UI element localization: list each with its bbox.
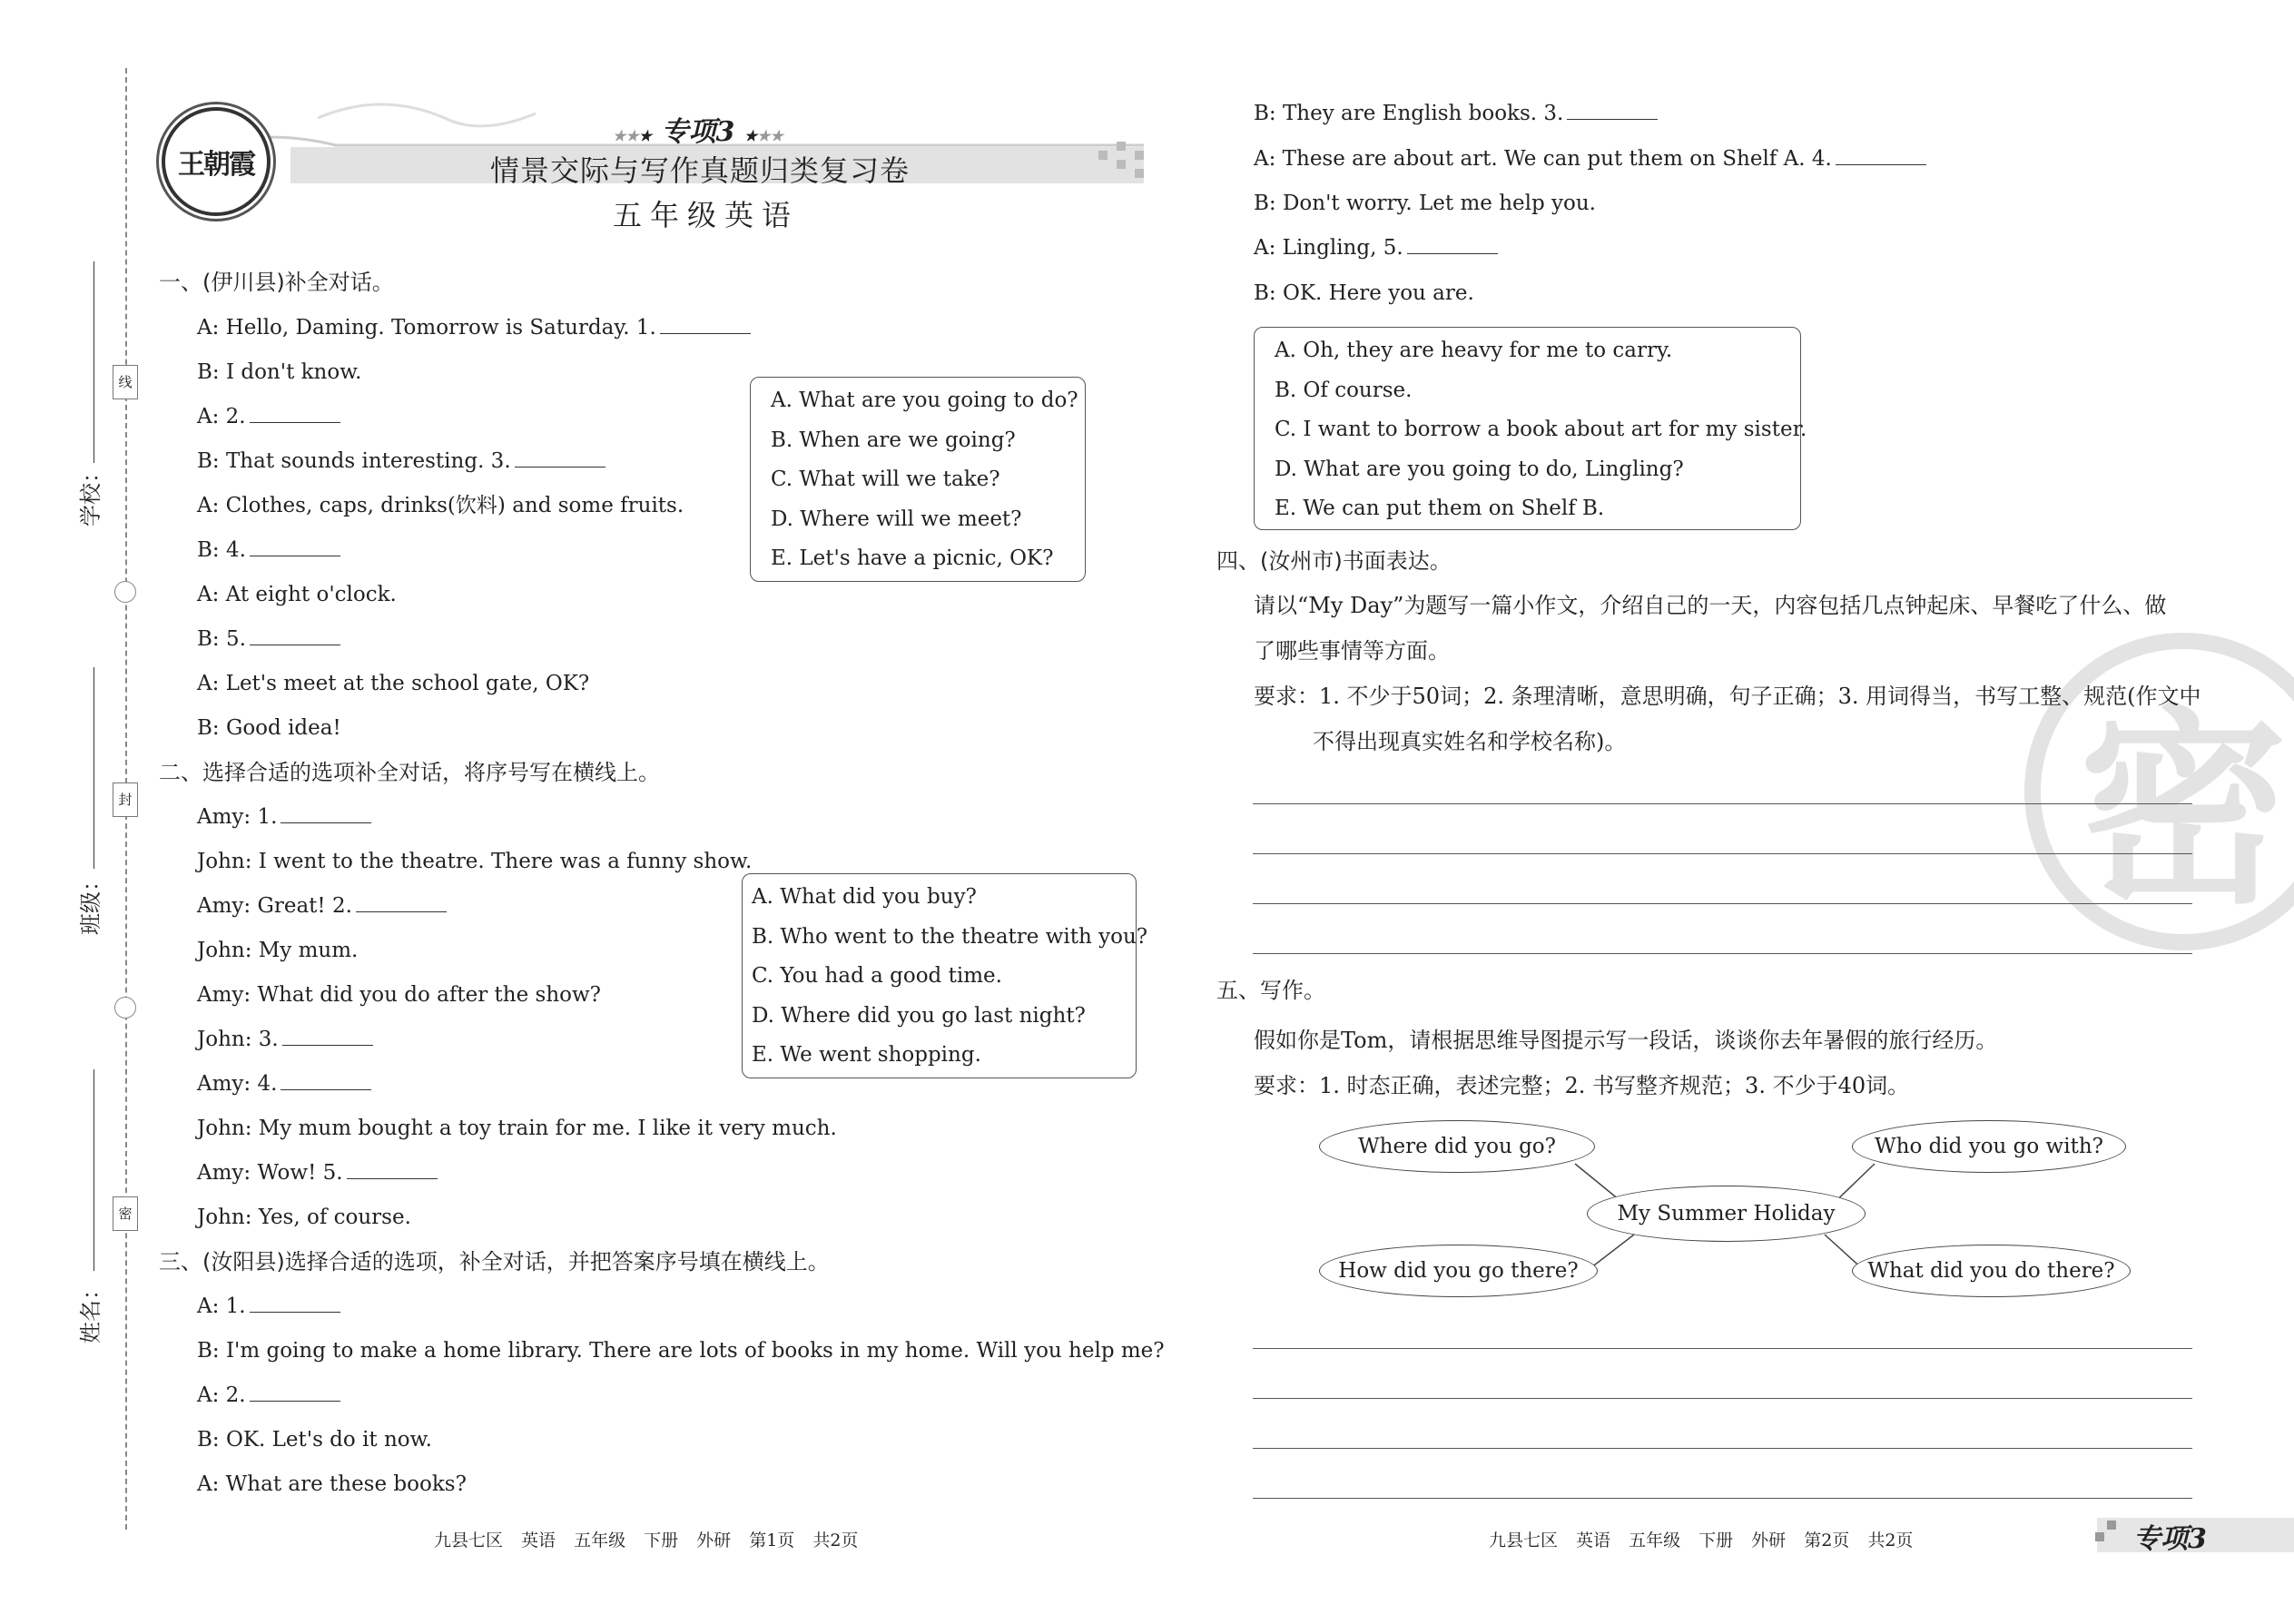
dialogue-line: Amy: Great! 2. [197, 892, 447, 920]
dialogue-line: John: I went to the theatre. There was a funny show. [197, 850, 753, 873]
section4-requirements: 要求：1. 不少于50词；2. 条理清晰，意思明确，句子正确；3. 用词得当，书写工整、规范(作文中 [1254, 684, 2201, 709]
star-icon: ★★ [757, 127, 783, 144]
dialogue-line: B: 4. [197, 536, 340, 564]
option-item: D. What are you going to do, Lingling? [1275, 457, 1684, 481]
option-item: A. What did you buy? [752, 885, 977, 909]
dialogue-line: A: What are these books? [197, 1472, 467, 1496]
dialogue-line: A: Let's meet at the school gate, OK? [197, 672, 590, 695]
section5-prompt: 假如你是Tom，请根据思维导图提示写一段话，谈谈你去年暑假的旅行经历。 [1254, 1028, 1998, 1053]
footer-tag-squares [2095, 1528, 2116, 1545]
writing-line[interactable] [1253, 1448, 2192, 1449]
binding-mark-seal: 封 [113, 782, 138, 817]
section4-requirements: 不得出现真实姓名和学校名称)。 [1313, 729, 1627, 754]
answer-blank[interactable] [347, 1160, 438, 1179]
star-icon: ★ [743, 127, 758, 144]
footer-tag: 专项3 [2133, 1523, 2207, 1555]
mindmap-node-what: What did you do there? [1852, 1245, 2131, 1297]
binding-mark-secret: 密 [113, 1196, 138, 1231]
option-item: D. Where will we meet? [771, 507, 1022, 531]
section2-options-box [742, 873, 1148, 1078]
section5-requirements: 要求：1. 时态正确，表述完整；2. 书写整齐规范；3. 不少于40词。 [1254, 1073, 1910, 1098]
option-item: D. Where did you go last night? [752, 1003, 1086, 1028]
class-label: 班级： [78, 870, 103, 935]
section4-prompt: 请以“My Day”为题写一篇小作文，介绍自己的一天，内容包括几点钟起床、早餐吃了什么、做 [1254, 593, 2167, 618]
page-title: 情景交际与写作真题归类复习卷 [490, 153, 911, 188]
binding-mark-line: 线 [113, 365, 138, 399]
dialogue-line: A: These are about art. We can put them on Shelf A. 4. [1254, 145, 1926, 172]
option-item: B. Of course. [1275, 378, 1413, 402]
dialogue-line: Amy: What did you do after the show? [197, 983, 601, 1007]
dialogue-line: B: They are English books. 3. [1254, 100, 1658, 127]
school-label: 学校： [78, 461, 103, 527]
writing-line[interactable] [1253, 1398, 2192, 1399]
writing-line[interactable] [1253, 853, 2192, 854]
option-item: E. We went shopping. [752, 1043, 981, 1067]
dialogue-line: B: That sounds interesting. 3. [197, 448, 605, 475]
dialogue-line: A: Clothes, caps, drinks(饮料) and some fruits. [197, 494, 684, 517]
answer-blank[interactable] [1836, 146, 1926, 165]
answer-blank[interactable] [1567, 101, 1658, 120]
footer-left: 九县七区 英语 五年级 下册 外研 第1页 共2页 [434, 1530, 859, 1550]
binding-dot-1 [114, 581, 136, 603]
answer-blank[interactable] [660, 315, 751, 334]
section2-heading: 二、选择合适的选项补全对话，将序号写在横线上。 [159, 760, 660, 785]
star-icon: ★ [638, 127, 653, 144]
section4-heading: 四、(汝州市)书面表达。 [1216, 548, 1452, 574]
section1-options-box [750, 377, 1086, 582]
dialogue-line: B: I'm going to make a home library. There are lots of books in my home. Will you help me? [197, 1339, 1165, 1363]
writing-line[interactable] [1253, 803, 2192, 804]
writing-line[interactable] [1253, 1348, 2192, 1349]
option-item: B. When are we going? [771, 428, 1016, 452]
dialogue-line: John: My mum. [197, 939, 359, 962]
section3-heading: 三、(汝阳县)选择合适的选项，补全对话，并把答案序号填在横线上。 [159, 1249, 830, 1275]
logo-badge [162, 107, 271, 216]
mindmap-node-how: How did you go there? [1319, 1245, 1598, 1297]
answer-blank[interactable] [250, 626, 340, 645]
mindmap-center: My Summer Holiday [1587, 1186, 1866, 1242]
section5-heading: 五、写作。 [1216, 978, 1325, 1003]
option-item: E. Let's have a picnic, OK? [771, 546, 1054, 570]
option-item: A. Oh, they are heavy for me to carry. [1275, 339, 1673, 362]
star-icon: ★★ [613, 127, 639, 144]
name-label: 姓名： [78, 1278, 103, 1343]
option-item: C. What will we take? [771, 468, 1000, 491]
answer-blank[interactable] [250, 537, 340, 556]
dialogue-line: A: Lingling, 5. [1254, 234, 1498, 261]
dialogue-line: B: OK. Let's do it now. [197, 1428, 432, 1452]
dialogue-line: A: Hello, Daming. Tomorrow is Saturday. 1. [197, 314, 751, 341]
answer-blank[interactable] [250, 1294, 340, 1313]
dialogue-line: A: 2. [197, 403, 340, 430]
dialogue-line: B: Good idea! [197, 716, 341, 740]
dialogue-line: Amy: 4. [197, 1070, 371, 1097]
section1-heading: 一、(伊川县)补全对话。 [159, 270, 394, 295]
dialogue-line: John: 3. [197, 1026, 373, 1053]
writing-line[interactable] [1253, 953, 2192, 954]
dialogue-line: B: 5. [197, 625, 340, 653]
binding-dot-2 [114, 997, 136, 1019]
section3-options-box [1254, 327, 1807, 530]
answer-blank[interactable] [281, 1071, 371, 1090]
logo-text: 王朝霞 [178, 149, 254, 181]
dialogue-line: Amy: Wow! 5. [197, 1159, 438, 1186]
dialogue-line: A: At eight o'clock. [197, 583, 397, 606]
dialogue-line: B: OK. Here you are. [1254, 281, 1474, 305]
option-item: B. Who went to the theatre with you? [752, 924, 1148, 949]
writing-line[interactable] [1253, 1498, 2192, 1499]
writing-line[interactable] [1253, 903, 2192, 904]
seal-stamp: 密 [2024, 633, 2294, 950]
option-item: A. What are you going to do? [771, 389, 1078, 412]
dialogue-line: B: I don't know. [197, 360, 362, 384]
dialogue-line: John: My mum bought a toy train for me. I like it very much. [197, 1117, 837, 1140]
dialogue-line: B: Don't worry. Let me help you. [1254, 192, 1596, 215]
answer-blank[interactable] [281, 804, 371, 823]
section4-prompt: 了哪些事情等方面。 [1254, 638, 1450, 664]
answer-blank[interactable] [515, 448, 605, 468]
answer-blank[interactable] [250, 404, 340, 423]
answer-blank[interactable] [356, 893, 447, 912]
dialogue-line: A: 1. [197, 1293, 340, 1320]
footer-right: 九县七区 英语 五年级 下册 外研 第2页 共2页 [1489, 1530, 1914, 1550]
answer-blank[interactable] [250, 1383, 340, 1402]
page-subtitle: 五年级英语 [613, 198, 800, 232]
option-item: E. We can put them on Shelf B. [1275, 497, 1605, 520]
answer-blank[interactable] [282, 1027, 373, 1046]
option-item: C. You had a good time. [752, 964, 1002, 988]
answer-blank[interactable] [1407, 235, 1498, 254]
dialogue-line: John: Yes, of course. [197, 1206, 411, 1229]
dialogue-line: A: 2. [197, 1382, 340, 1409]
mindmap-node-where: Where did you go? [1319, 1120, 1595, 1173]
dialogue-line: Amy: 1. [197, 803, 371, 831]
mindmap-node-who: Who did you go with? [1852, 1120, 2126, 1173]
series-tag: ★★★ 专项3 ★★★ [613, 116, 783, 148]
option-item: C. I want to borrow a book about art for my sister. [1275, 418, 1807, 441]
